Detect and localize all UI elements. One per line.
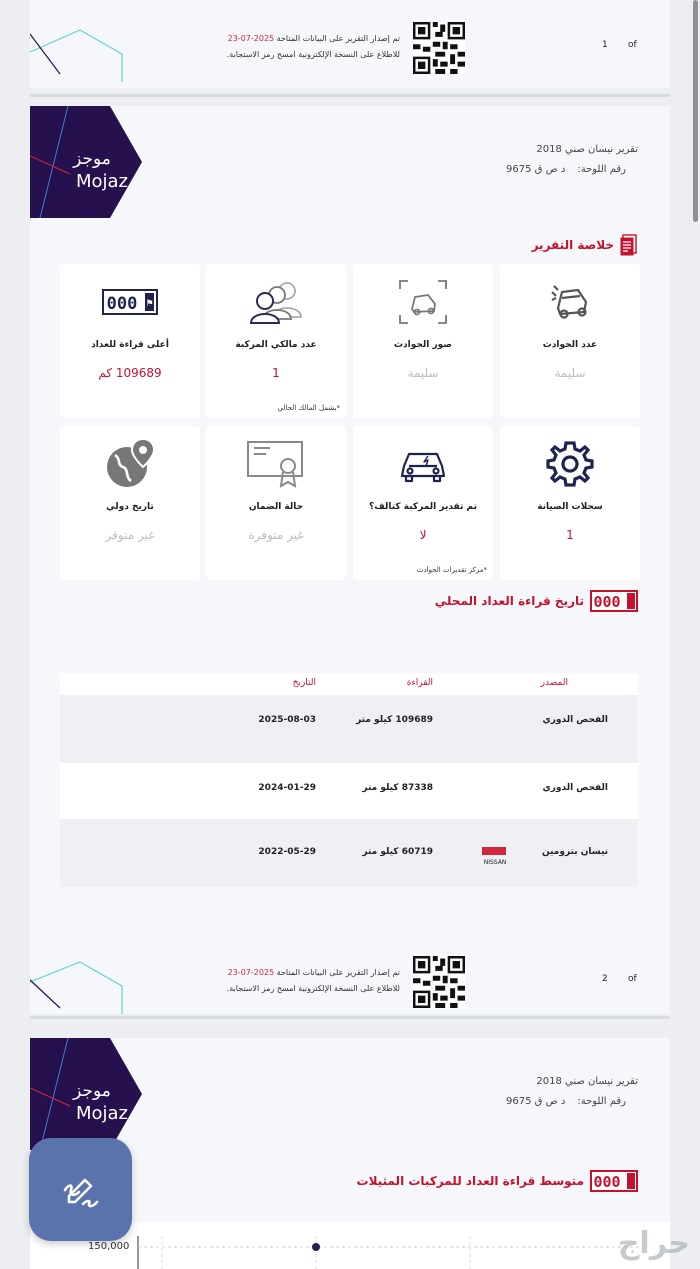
page-number: 1 <box>602 40 608 50</box>
report-title: تقرير نيسان صني 2018 <box>536 1076 638 1087</box>
row-reading: 109689 كيلو متر <box>356 715 433 725</box>
card-value: غير متوفرة <box>248 528 304 542</box>
plate-label: رقم اللوحة: <box>577 1096 626 1107</box>
row-source: نيسان بترومين <box>542 847 608 857</box>
card-international-history <box>60 426 200 580</box>
accident-photo-icon <box>398 279 448 325</box>
page-of-label: of <box>628 974 637 984</box>
issued-date: 2025-07-23 <box>227 34 275 43</box>
card-accidents-count <box>500 264 640 418</box>
odometer-digits: 000 <box>106 294 138 314</box>
row-reading: 87338 كيلو متر <box>362 783 433 793</box>
odometer-digits: 000 <box>593 593 621 611</box>
summary-title-text: خلاصة التقرير <box>531 238 614 252</box>
card-warranty-status <box>206 426 346 580</box>
mojaz-logo <box>30 106 145 218</box>
plate-line <box>506 164 638 175</box>
page-separator <box>30 94 670 97</box>
logo-latin: Mojaz <box>75 1103 129 1124</box>
crashed-car-icon <box>546 278 594 326</box>
issued-text: تم إصدار التقرير على البيانات المتاحة <box>276 34 400 43</box>
logo-arabic: موجز <box>73 1081 111 1101</box>
chart-y-tick: 150,000 <box>88 1241 130 1252</box>
issued-date: 2025-07-23 <box>227 968 275 977</box>
issued-line <box>228 34 400 43</box>
qr-code-icon[interactable] <box>413 956 465 1008</box>
certificate-icon <box>246 440 306 488</box>
card-note: *يشمل المالك الحالي <box>277 404 340 412</box>
haraj-watermark: حراج <box>617 1226 690 1261</box>
corner-decoration <box>30 22 130 82</box>
card-value: غير متوفر <box>105 528 155 542</box>
corner-decoration <box>30 956 130 1014</box>
nissan-brand-text: NISSAN <box>483 859 507 866</box>
pen-scribble-icon <box>61 1170 101 1210</box>
average-section-title <box>357 1170 638 1192</box>
average-title-text: متوسط قراءة العداد للمركبات المثيلات <box>356 1174 584 1188</box>
logo-latin: Mojaz <box>75 171 129 192</box>
card-value: سليمة <box>407 366 439 380</box>
odometer-digits: 000 <box>593 1173 621 1191</box>
svg-text:⚑: ⚑ <box>145 299 154 309</box>
card-value: 1 <box>566 528 574 542</box>
gear-icon <box>545 439 595 489</box>
owners-icon <box>247 279 305 325</box>
odometer-icon <box>590 1170 638 1192</box>
plate-value: د ص ق 9675 <box>506 164 566 175</box>
card-label: تم تقدير المركبة كتالف؟ <box>369 502 477 512</box>
card-label: سجلات الصيانة <box>537 502 603 512</box>
logo-arabic: موجز <box>73 149 111 169</box>
card-value: 109689 كم <box>98 366 162 380</box>
odometer-section-title <box>435 590 638 612</box>
summary-section-title <box>532 234 638 256</box>
page-separator <box>30 1016 670 1019</box>
row-date: 2025-08-03 <box>258 715 316 725</box>
card-label: عدد مالكي المركبة <box>235 340 317 350</box>
card-label: تاريخ دولي <box>106 502 154 512</box>
chart-point <box>312 1243 320 1251</box>
plate-value: د ص ق 9675 <box>506 1096 566 1107</box>
odometer-icon <box>102 289 158 315</box>
column-date: التاريخ <box>292 678 316 688</box>
nissan-logo <box>472 843 518 867</box>
column-reading: القراءة <box>406 678 433 688</box>
page-footer <box>30 22 670 88</box>
card-label: عدد الحوادث <box>542 340 598 350</box>
report-icon <box>620 234 638 256</box>
table-row <box>60 695 638 763</box>
card-note: *مركز تقديرات الحوادث <box>416 566 487 574</box>
plate-line <box>506 1096 638 1107</box>
row-source: الفحص الدوري <box>542 783 608 793</box>
table-row <box>60 763 638 819</box>
report-page-1 <box>30 0 670 88</box>
card-label: صور الحوادث <box>394 340 452 350</box>
scan-text: للاطلاع على النسخة الإلكترونية امسح رمز الاستجابة. <box>226 50 400 59</box>
page-of-label: of <box>628 40 637 50</box>
card-value: 1 <box>272 366 280 380</box>
column-source: المصدر <box>540 678 568 688</box>
issued-line <box>228 968 400 977</box>
qr-code-icon[interactable] <box>413 22 465 74</box>
issued-text: تم إصدار التقرير على البيانات المتاحة <box>276 968 400 977</box>
row-source: الفحص الدوري <box>542 715 608 725</box>
card-value: لا <box>419 528 427 542</box>
row-date: 2022-05-29 <box>258 847 316 857</box>
card-owners-count <box>206 264 346 418</box>
card-maintenance-records <box>500 426 640 580</box>
odometer-icon <box>590 590 638 612</box>
report-page-2 <box>30 106 670 1014</box>
row-reading: 60719 كيلو متر <box>362 847 433 857</box>
table-header <box>60 673 638 695</box>
scrollbar[interactable] <box>693 0 698 222</box>
card-label: أعلى قراءة للعداد <box>91 340 169 350</box>
page-number: 2 <box>602 974 608 984</box>
scan-text: للاطلاع على النسخة الإلكترونية امسح رمز الاستجابة. <box>226 984 400 993</box>
mojaz-logo <box>30 1038 145 1150</box>
page-footer <box>30 956 670 1014</box>
odometer-title-text: تاريخ قراءة العداد المحلي <box>434 594 584 608</box>
edit-fab-button[interactable] <box>29 1138 132 1241</box>
plate-label: رقم اللوحة: <box>577 164 626 175</box>
row-date: 2024-01-29 <box>258 783 316 793</box>
card-max-odometer <box>60 264 200 418</box>
card-label: حالة الضمان <box>248 502 304 512</box>
card-total-loss <box>353 426 493 580</box>
car-icon <box>398 444 448 484</box>
globe-pin-icon <box>103 437 157 491</box>
card-value: سليمة <box>554 366 586 380</box>
table-row <box>60 819 638 887</box>
card-accident-photos <box>353 264 493 418</box>
report-title: تقرير نيسان صني 2018 <box>536 144 638 155</box>
